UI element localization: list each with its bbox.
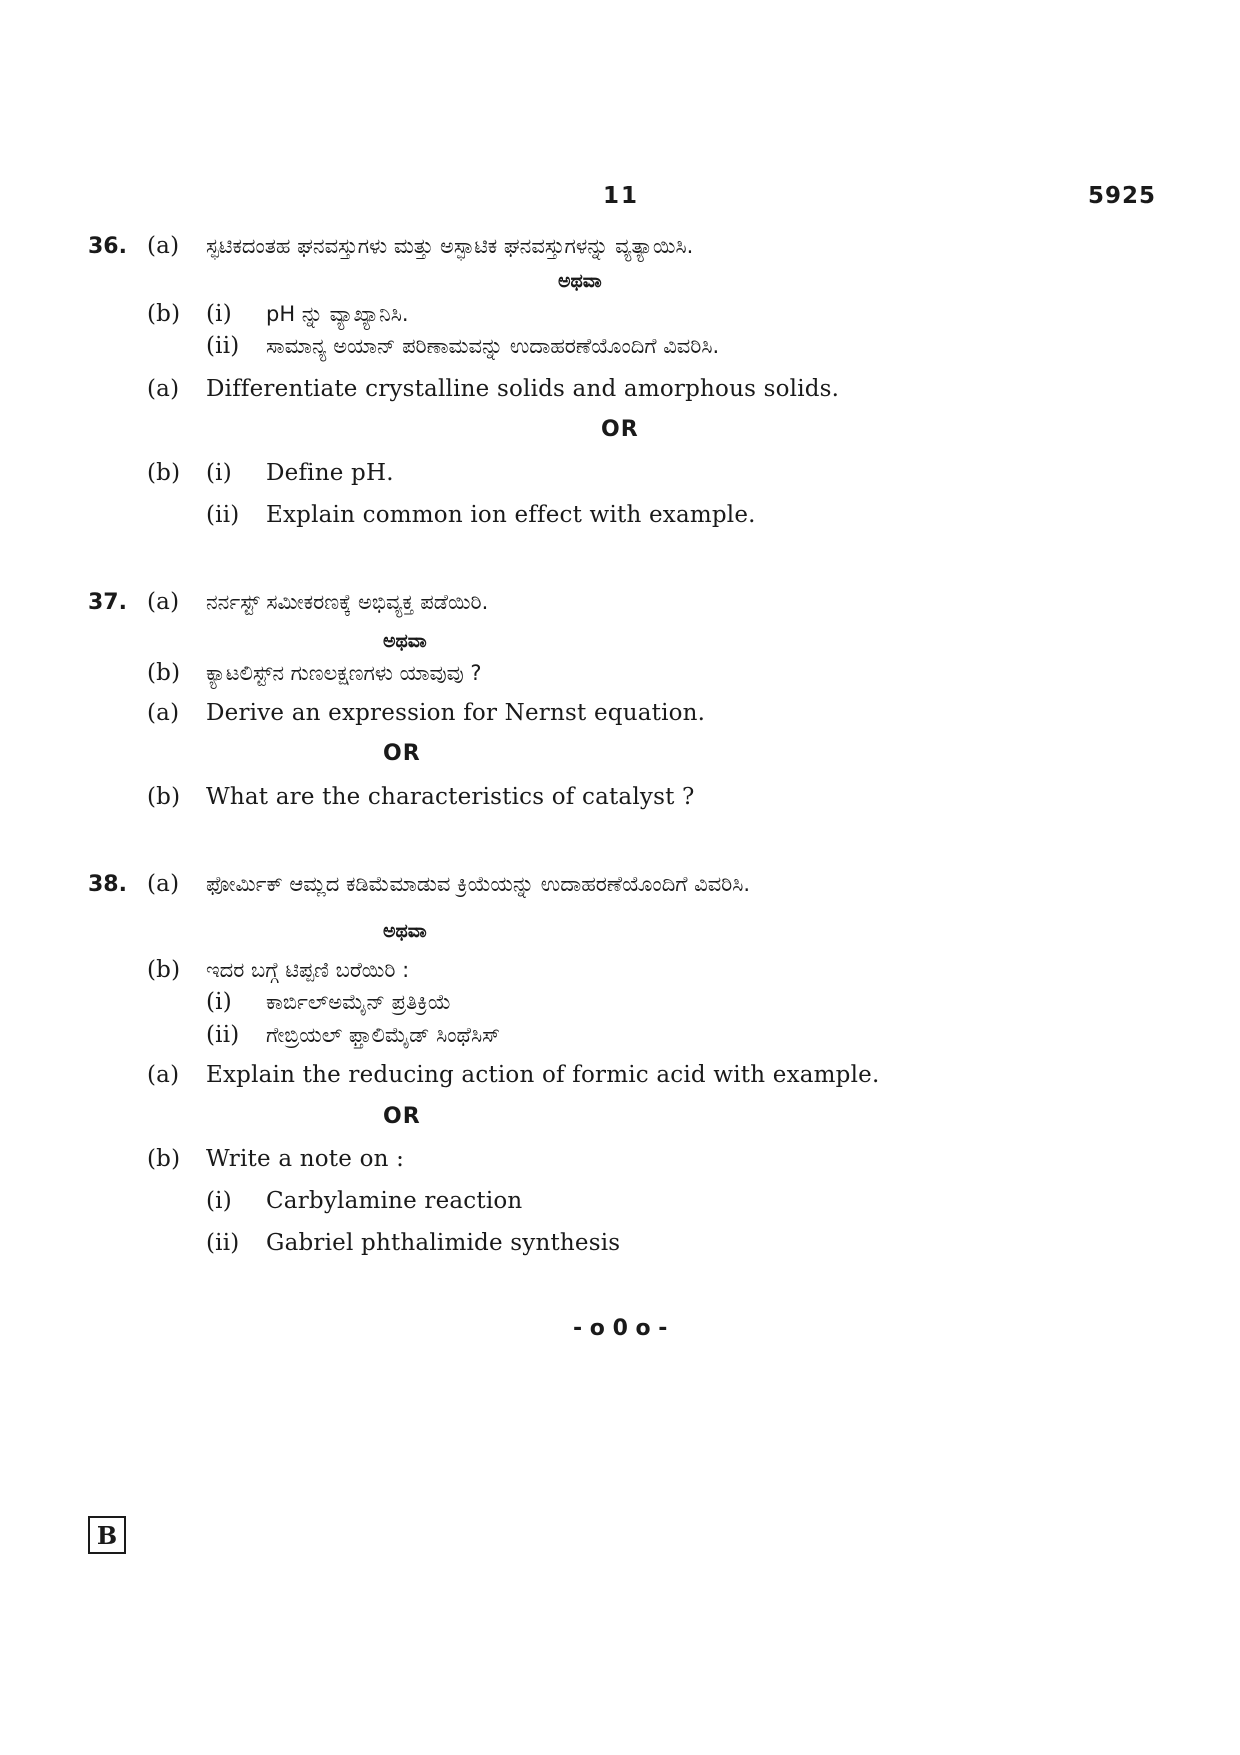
question-number-37: 37. — [88, 590, 127, 615]
q38-b-label-en: (b) — [147, 1146, 181, 1172]
q38-b-ii-label-kn: (ii) — [206, 1022, 240, 1048]
q36-a-text-kn: ಸ್ಫಟಿಕದಂತಹ ಘನವಸ್ತುಗಳು ಮತ್ತು ಅಸ್ಫಾಟಿಕ ಘನವಸ್ತುಗಳನ್ನು ವ್ಯತ್ಯಾಯಿಸಿ. — [206, 234, 694, 258]
q38-b-text-kn: ಇದರ ಬಗ್ಗೆ ಟಿಪ್ಪಣಿ ಬರೆಯಿರಿ : — [206, 958, 410, 982]
q36-b-label-kn: (b) — [147, 301, 181, 327]
q37-a-text-kn: ನರ್ನಸ್ಟ್ ಸಮೀಕರಣಕ್ಕೆ ಅಭಿವ್ಯಕ್ತ ಪಡೆಯಿರಿ. — [206, 590, 489, 614]
q38-b-label-kn: (b) — [147, 957, 181, 983]
q38-a-label-en: (a) — [147, 1062, 180, 1088]
q38-b-ii-text-en: Gabriel phthalimide synthesis — [266, 1230, 621, 1256]
q37-or: OR — [383, 741, 421, 766]
q36-b-ii-text-kn: ಸಾಮಾನ್ಯ ಅಯಾನ್ ಪರಿಣಾಮವನ್ನು ಉದಾಹರಣೆಯೊಂದಿಗೆ ವಿವರಿಸಿ. — [266, 334, 720, 358]
question-number-36: 36. — [88, 234, 127, 259]
question-number-38: 38. — [88, 872, 127, 897]
q37-a-label-en: (a) — [147, 700, 180, 726]
q37-athava: ಅಥವಾ — [383, 630, 427, 652]
q37-b-label-en: (b) — [147, 784, 181, 810]
q37-b-text-en: What are the characteristics of catalyst ? — [206, 784, 695, 810]
end-of-paper-mark: - o 0 o - — [573, 1316, 668, 1341]
paper-code: 5925 — [1088, 183, 1157, 209]
q38-b-ii-label-en: (ii) — [206, 1230, 240, 1256]
q38-a-text-kn: ಫೋರ್ಮಿಕ್ ಆಮ್ಲದ ಕಡಿಮೆಮಾಡುವ ಕ್ರಿಯೆಯನ್ನು ಉದಾಹರಣೆಯೊಂದಿಗೆ ವಿವರಿಸಿ. — [206, 872, 751, 896]
q37-b-text-kn: ಕ್ಯಾಟಲಿಸ್ಟ್‌ನ ಗುಣಲಕ್ಷಣಗಳು ಯಾವುವು ? — [206, 661, 482, 685]
q38-b-ii-text-kn: ಗೇಬ್ರಿಯಲ್ ಫ್ತಾಲಿಮೈಡ್ ಸಿಂಥೆಸಿಸ್ — [266, 1023, 501, 1047]
q36-b-label-en: (b) — [147, 460, 181, 486]
version-box: B — [88, 1516, 126, 1554]
q38-or: OR — [383, 1104, 421, 1129]
q36-a-label-en: (a) — [147, 376, 180, 402]
q36-b-i-label-kn: (i) — [206, 301, 232, 327]
q36-b-ii-label-en: (ii) — [206, 502, 240, 528]
q36-a-text-en: Differentiate crystalline solids and amorphous solids. — [206, 376, 840, 402]
q38-athava: ಅಥವಾ — [383, 920, 427, 942]
q38-b-i-label-en: (i) — [206, 1188, 232, 1214]
q38-b-i-text-en: Carbylamine reaction — [266, 1188, 523, 1214]
q38-a-text-en: Explain the reducing action of formic acid with example. — [206, 1062, 880, 1088]
q38-a-label-kn: (a) — [147, 871, 180, 897]
q36-b-i-text-kn: pH ನ್ನು ವ್ಯಾಖ್ಯಾನಿಸಿ. — [266, 302, 409, 326]
q38-b-text-en: Write a note on : — [206, 1146, 405, 1172]
q36-or: OR — [601, 417, 639, 442]
page-number: 11 — [603, 183, 640, 209]
q37-b-label-kn: (b) — [147, 660, 181, 686]
q38-b-i-text-kn: ಕಾರ್ಬಿಲ್‌ಅಮೈನ್ ಪ್ರತಿಕ್ರಿಯೆ — [266, 990, 452, 1014]
q36-a-label-kn: (a) — [147, 233, 180, 259]
q36-b-ii-text-en: Explain common ion effect with example. — [266, 502, 756, 528]
q36-b-ii-label-kn: (ii) — [206, 333, 240, 359]
q36-athava: ಅಥವಾ — [558, 270, 602, 292]
q37-a-label-kn: (a) — [147, 589, 180, 615]
q37-a-text-en: Derive an expression for Nernst equation. — [206, 700, 706, 726]
q36-b-i-text-en: Define pH. — [266, 460, 394, 486]
q38-b-i-label-kn: (i) — [206, 989, 232, 1015]
q36-b-i-label-en: (i) — [206, 460, 232, 486]
